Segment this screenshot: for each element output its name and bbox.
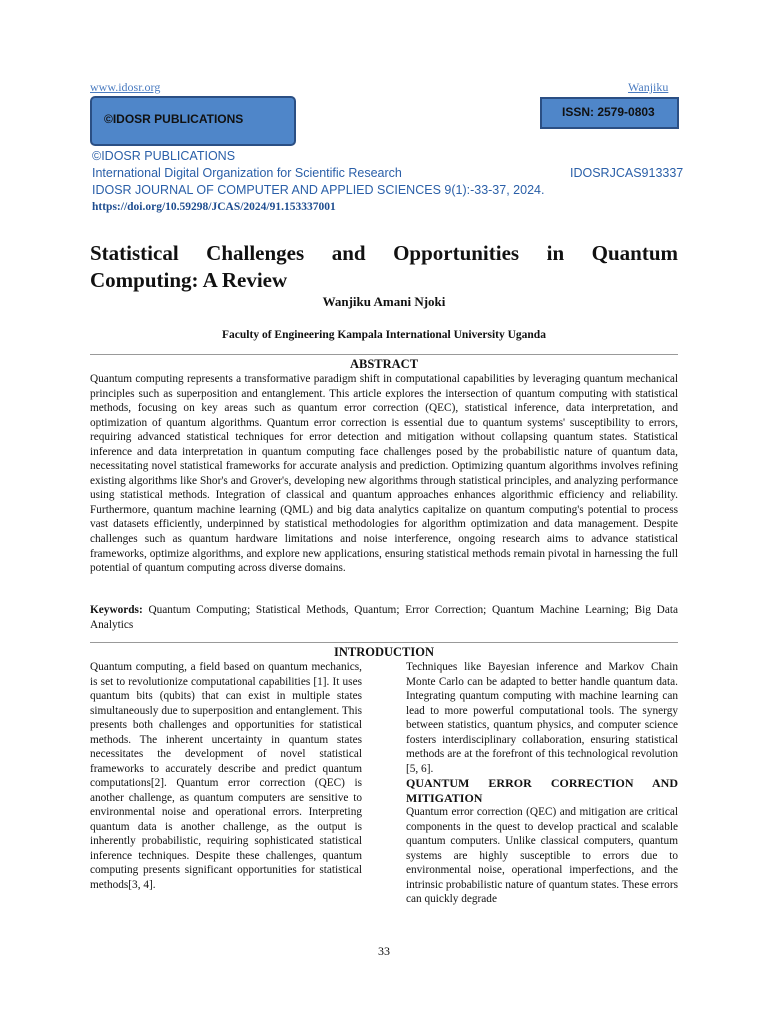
organization-name: International Digital Organization for Scientific Research xyxy=(92,166,402,180)
publisher-banner-label: ©IDOSR PUBLICATIONS xyxy=(104,112,244,126)
intro-top-divider xyxy=(90,642,678,643)
paper-title: Statistical Challenges and Opportunities in Quantum Computing: A Review xyxy=(90,241,678,292)
journal-citation: IDOSR JOURNAL OF COMPUTER AND APPLIED SCIENCES 9(1):-33-37, 2024. xyxy=(92,183,545,197)
abstract-heading: ABSTRACT xyxy=(349,357,419,371)
left-column xyxy=(90,660,362,892)
author-short-link[interactable]: Wanjiku xyxy=(628,80,669,94)
intro-right-paragraph: Techniques like Bayesian inference and Markov Chain Monte Carlo can be adapted to better handle quantum data. Integrating quantum computing with machine learning can lead to more powerful computational tools. The synergy between statistics, quantum physics, and computer science fosters interdisciplinary collaboration, ensuring statistical methods are at the forefront of this technological revolution [5, 6]. xyxy=(406,661,678,775)
abstract-text: Quantum computing represents a transformative paradigm shift in computational capabilities by leveraging quantum mechanical principles such as superposition and entanglement. This article explores the intersection of quantum computing with statistical methods, focusing on key areas such as quantum error correction (QEC), statistical inference, data interpretation, and optimization of quantum algorithms. Quantum error correction is essential due to quantum systems' susceptibility to errors, requiring advanced statistical techniques for error detection and mitigation without collapsing quantum states. Statistical inference and data interpretation in quantum computing face challenges posed by the probabilistic nature of quantum data, necessitating novel statistical frameworks for accurate analysis and prediction. Optimizing quantum algorithms involves refining existing algorithms like Shor's and Grover's, developing new algorithms through statistical principles, and analyzing performance using statistical methods. Integration of classical and quantum approaches enhances algorithmic efficiency and reliability. Furthermore, quantum machine learning (QML) and big data analytics capitalize on quantum computing's potential to process vast datasets efficiently, underpinned by statistical methodologies for algorithm optimization and data management. Despite challenges such as quantum hardware limitations and noise interference, ongoing research aims to advance statistical frameworks, optimize algorithms, and explore new applications, ensuring statistical methods remain pivotal in harnessing the full potential of quantum computing across diverse domains. xyxy=(90,373,678,575)
qec-heading: QUANTUM ERROR CORRECTION AND MITIGATION xyxy=(406,776,678,805)
right-column xyxy=(406,660,678,907)
intro-heading: INTRODUCTION xyxy=(333,645,434,659)
page-number: 33 xyxy=(378,944,390,958)
website-link[interactable]: www.idosr.org xyxy=(90,80,161,94)
author-name: Wanjiku Amani Njoki xyxy=(322,294,446,309)
issn-banner-label: ISSN: 2579-0803 xyxy=(562,105,655,119)
keywords-text: Quantum Computing; Statistical Methods, Quantum; Error Correction; Quantum Machine Learning; Big Data Analytics xyxy=(90,604,678,631)
journal-code: IDOSRJCAS913337 xyxy=(570,166,684,180)
keywords-label: Keywords: xyxy=(90,604,143,616)
doi-link[interactable]: https://doi.org/10.59298/JCAS/2024/91.153337001 xyxy=(92,201,336,213)
publisher-banner xyxy=(90,96,296,146)
issn-banner xyxy=(540,97,679,129)
qec-paragraph: Quantum error correction (QEC) and mitigation are critical components in the quest to develop practical and scalable quantum computers. Unlike classical computers, quantum systems are highly susceptible to errors due to environmental noise, operational imperfections, and the intrinsic probabilistic nature of quantum states. These errors can quickly degrade xyxy=(406,806,678,905)
keywords xyxy=(90,603,678,632)
affiliation: Faculty of Engineering Kampala International University Uganda xyxy=(222,329,546,341)
publisher-line: ©IDOSR PUBLICATIONS xyxy=(92,149,236,163)
intro-left-paragraph: Quantum computing, a field based on quantum mechanics, is set to revolutionize computational capabilities [1]. It uses quantum bits (qubits) that can exist in multiple states simultaneously due to superposition and entanglement. This presents both challenges and opportunities for statistical methods. The inherent uncertainty in quantum states necessitates the development of novel statistical frameworks to accurately describe and predict quantum computations[2]. Quantum error correction (QEC) is another challenge, as quantum computers are sensitive to environmental noise and operational errors. Interpreting quantum data is another challenge, as the output is inherently probabilistic, requiring sophisticated statistical inference techniques. Despite these challenges, quantum computing presents significant opportunities for statistical methods[3, 4]. xyxy=(90,661,362,891)
abstract-top-divider xyxy=(90,354,678,355)
